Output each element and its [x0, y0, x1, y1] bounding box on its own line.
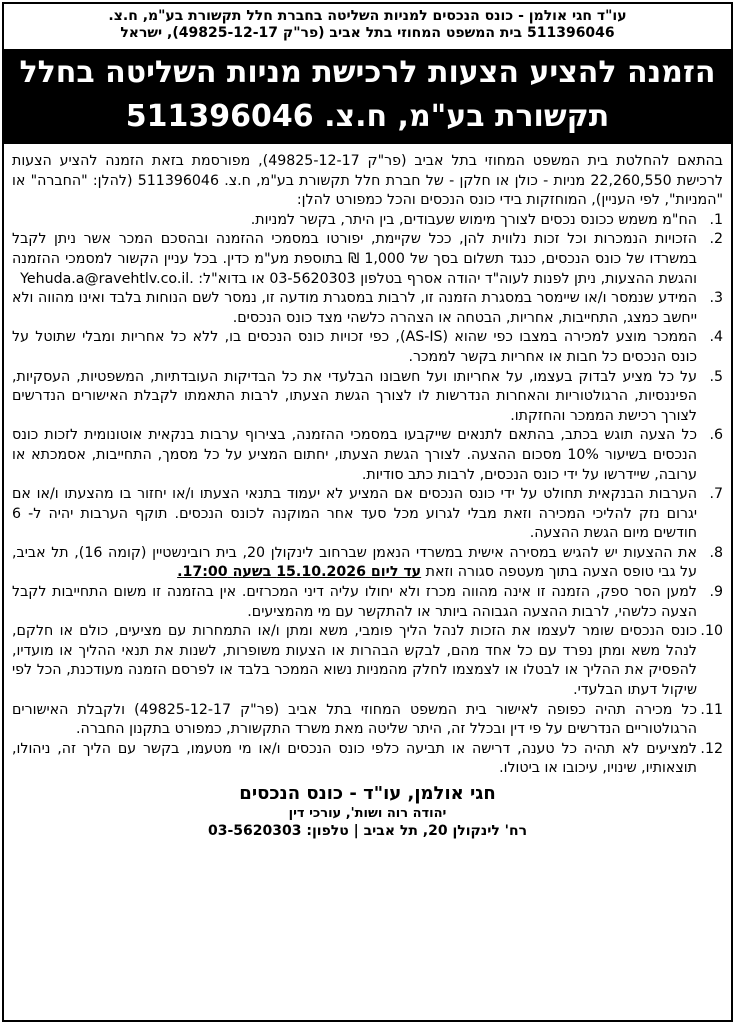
submission-deadline: עד ליום 15.10.2026 בשעה 17:00. — [177, 564, 422, 581]
item-number: 4. — [709, 329, 723, 346]
terms-list — [4, 211, 731, 779]
firm-address: רח' לינקולן 20, תל אביב | טלפון: 03-5620303 — [208, 823, 527, 839]
title-line-2: תקשורת בע"מ, ח.צ. 511396046 — [125, 99, 610, 134]
notice-header — [4, 4, 731, 42]
legal-notice — [2, 2, 733, 1022]
list-item — [12, 740, 723, 779]
item-text: כל הצעה תוגש בכתב, בהתאם לתנאים שייקבעו במסמכי ההזמנה, בצירוף ערבות בנקאית אוטונומית לזכות כונס הנכסים בשיעור 10% מסכום ההצעה. לצורך הגשת הצעתו, יחתום המציע על כל מסמך, התחייבות, אסמכתא או ערובה, שיידרשו על ידי כונס הנכסים, לרבות כתב סודיות. — [12, 427, 697, 483]
item-text: למציעים לא תהיה כל טענה, דרישה או תביעה כלפי כונס הנכסים ו/או מי מטעמו, בקשר עם הליך זה, ניהולו, תוצאותיו, שינויו, עיכובו או ביטולו. — [12, 740, 697, 777]
item-text: את ההצעות יש להגיש במסירה אישית במשרדי הנאמן שברחוב לינקולן 20, בית רובינשטיין (קומה 16), תל אביב, על גבי טופס הצעה בתוך מעטפה סגורה וזאת — [12, 544, 697, 581]
item-text: המידע שנמסר ו/או שיימסר במסגרת הזמנה זו, לרבות במסגרת מודעה זו, נמסר לשם הנוחות בלבד ואינו מהווה ולא ייחשב כמצג, התחייבות, אחריות, הבטחה או הצהרה כלשהי מצד כונס הנכסים. — [12, 290, 697, 326]
item-text: הח"מ משמש ככונס נכסים לצורך מימוש שעבודים, בין היתר, בקשר למניות. — [250, 211, 697, 228]
list-item — [12, 544, 723, 583]
item-number: 1. — [709, 211, 723, 228]
list-item — [12, 211, 723, 231]
item-number: 5. — [709, 368, 723, 385]
item-text: הזכויות הנמכרות וכל זכות נלווית להן, ככל שקיימת, יפורטו במסמכי ההזמנה ובהסכם המכר אשר ניתן לקבל במשרדו של כונס הנכסים, כנגד תשלום בסך של 1,000 ₪ בתוספת מע"מ כדין. בכל עניין הקשור למסמכי ההזמנה והגשת ההצעות, ניתן לפנות לעוה"ד יהודה אסרף בטלפון 03-5620303 או בדוא"ל: — [12, 231, 697, 287]
list-item — [12, 583, 723, 622]
signature-block — [4, 783, 731, 840]
item-number: 12. — [700, 740, 723, 757]
header-line-1: עו"ד חגי אולמן - כונס הנכסים למניות השליטה בחברת חלל תקשורת בע"מ, ח.צ. — [108, 8, 627, 24]
item-text: כונס הנכסים שומר לעצמו את הזכות לנהל הליך פומבי, משא ומתן ו/או התמחרות עם מציעים, כולם או חלקם, לנהל משא ומתן נפרד עם כל אחד מהם, לבקש הבהרות או הצעות משופרות, לשנות את תנאי ההליך או מועדיו, להפסיק את ההליך או לבטלו או לצמצמו לחלק מהמניות נשוא הממכר בלבד או לפרסם הזמנה מעודכנת, הכל לפי שיקול דעתו הבלעדי. — [12, 623, 697, 699]
law-firm: יהודה רוה ושות', עורכי דין — [288, 806, 447, 821]
list-item — [12, 426, 723, 485]
item-number: 8. — [709, 544, 723, 561]
item-text: על כל מציע לבדוק בעצמו, על אחריותו ועל חשבונו הבלעדי את כל הבדיקות העובדתיות, המשפטיות, העסקיות, הפיננסיות, הרגולטוריות והאחרות הנדרשות לו לצורך הגשת הצעתו, לרבות התאמתו לקבלת האישורים הנדרשים לצורך רכישת הממכר והחזקתו. — [12, 368, 697, 424]
item-number: 11. — [700, 701, 723, 718]
item-text: הממכר מוצע למכירה במצבו כפי שהוא (AS-IS), כפי זכויות כונס הנכסים בו, ללא כל אחריות ומבלי שתוטל על כונס הנכסים כל חבות או אחריות בקשר לממכר. — [12, 329, 697, 365]
item-number: 6. — [709, 427, 723, 444]
contact-email[interactable]: Yehuda.a@ravehtlv.co.il. — [20, 270, 194, 287]
item-number: 3. — [709, 290, 723, 307]
item-text: למען הסר ספק, הזמנה זו אינה מהווה מכרז ולא יחולו עליה דיני המכרזים. אין בהזמנה זו משום התחייבות לקבל הצעה כלשהי, לרבות ההצעה הגבוהה ביותר או להתקשר עם מי מהמציעים. — [12, 584, 697, 620]
list-item — [12, 485, 723, 544]
list-item — [12, 328, 723, 367]
list-item — [12, 368, 723, 427]
list-item — [12, 289, 723, 328]
list-item — [12, 622, 723, 700]
list-item — [12, 230, 723, 289]
notice-title-banner — [4, 49, 731, 144]
item-number: 7. — [709, 486, 723, 503]
receiver-name: חגי אולמן, עו"ד - כונס הנכסים — [239, 783, 496, 804]
intro-paragraph: בהתאם להחלטת בית המשפט המחוזי בתל אביב (פר"ק 49825-12-17), מפורסמת בזאת הזמנה להציע הצעות לרכישת 22,260,550 מניות - כולן או חלקן - של חברת חלל תקשורת בע"מ, ח.צ. 511396046 (להלן: "החברה" או "המניות", לפי העניין), המוחזקות בידי כונס הנכסים והכל כמפורט להלן: — [12, 153, 723, 209]
title-line-1: הזמנה להציע הצעות לרכישת מניות השליטה בחלל — [19, 55, 716, 90]
item-number: 2. — [709, 231, 723, 248]
item-text: הערבות הבנקאית תחולט על ידי כונס הנכסים אם המציע לא יעמוד בתנאי הצעתו ו/או יחזור בו מהצעתו ו/או אם יגרום נזק להליכי המכירה וזאת מבלי לגרוע מכל סעד אחר המוקנה לכונס הנכסים. תוקף הערבות יהיה ל- 6 חודשים מיום הגשת ההצעה. — [12, 486, 697, 542]
item-text: כל מכירה תהיה כפופה לאישור בית המשפט המחוזי בתל אביב (פר"ק 49825-12-17) ולקבלת האישורים הרגולטוריים הנדרשים על פי דין ובכלל זה, היתר שליטה מאת משרד התקשורת, כמפורט בתקנון החברה. — [12, 701, 697, 738]
item-number: 9. — [709, 584, 723, 601]
header-line-2: 511396046 בית המשפט המחוזי בתל אביב (פר"ק 49825-12-17), ישראל — [120, 25, 615, 41]
item-number: 10. — [700, 623, 723, 640]
list-item — [12, 701, 723, 740]
